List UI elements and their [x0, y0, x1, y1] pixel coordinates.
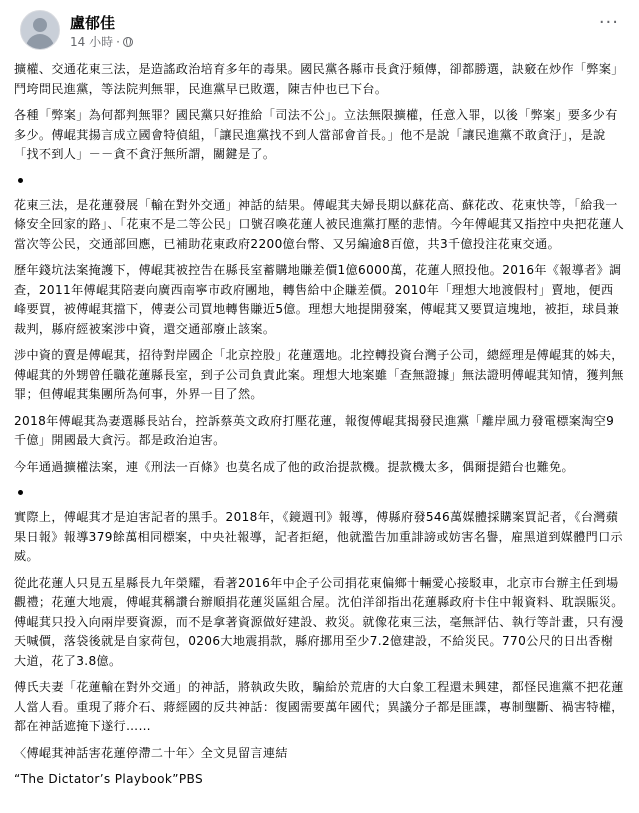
bullet-divider — [14, 484, 625, 504]
post-header — [14, 8, 625, 60]
globe-icon[interactable] — [123, 37, 133, 47]
avatar-head-shape — [33, 18, 47, 32]
paragraph: 傅氏夫妻「花蓮輸在對外交通」的神話，將執政失敗，騙給於荒唐的大白象工程還未興建，都怪民進黨不把花蓮人當人看。重現了蔣介石、蔣經國的反共神話：復國需要萬年國代；異議分子都是匪諜，專制壟斷、禍害特權，都在神話遮掩下遂行…… — [14, 680, 624, 733]
paragraph: 花東三法，是花蓮發展「輸在對外交通」神話的結果。傅崐萁夫婦長期以蘇花高、蘇花改、花東快等，「給我一條安全回家的路」、「花東不是二等公民」口號召喚花蓮人被民進黨打壓的悲情。今年傅崐萁又指控中央把花蓮人當次等公民，交通部回應，已補助花東政府2200億台幣、又另編逾8百億，共3千億投注花東交通。 — [14, 197, 625, 251]
bullet-dot — [18, 178, 23, 183]
paragraph: 涉中資的賣是傅崐萁，招待對岸國企「北京控股」花蓮選地。北控轉投資台灣子公司，總經理是傅崐萁的姊夫，傅崐萁的外甥曾任職花蓮縣長室，到子公司負責此案。理想大地案雖「查無證據」無法證明傅崐萁知情，獲判無罪；但傅崐萁集團所為何事，外界一目了然。 — [14, 348, 624, 401]
paragraph: 擴權、交通花東三法，是造謠政治培育多年的毒果。國民黨各縣市長貪汙頻傳，卻都勝選，訣竅在炒作「弊案」鬥垮問民進黨，等法院判無罪，民進黨早已敗選，陳吉仲也已下台。 — [14, 62, 624, 96]
author-name[interactable]: 盧郁佳 — [70, 14, 116, 32]
avatar[interactable] — [20, 10, 60, 50]
paragraph: 從此花蓮人只見五星縣長九年榮耀，看著2016年中企子公司捐花東偏鄉十輛愛心接駁車，北京市台辦主任到場觀禮；花蓮大地震，傅崐萁稱讚台辦順捐花蓮災區組合屋。沈伯洋卻指出花蓮縣政府卡住中報資料、耽誤賑災。傅崐萁只投入向兩岸要資源，而不是拿著資源做好建設、救災。就像花東三法，毫無評估、執行等計畫，只有漫天喊價，落袋後就是自家荷包，0206大地震捐款，縣府挪用至少7.2億建設，不給災民。770公尺的日出香榭大道，花了3.8億。 — [14, 575, 624, 668]
paragraph: 實際上，傅崐萁才是迫害記者的黑手。2018年，《鏡週刊》報導，傅縣府發546萬媒體採購案買記者，《台灣蘋果日報》報導379餘萬相同標案，中央社報導，記者拒絕，他就濫告加重誹謗或妨害名譽，雇黑道到媒體門口示威。 — [14, 510, 623, 563]
post-meta — [70, 33, 133, 50]
pbs-reference: “The Dictator’s Playbook”PBS — [14, 772, 203, 786]
paragraph: 各種「弊案」為何都判無罪？國民黨只好推給「司法不公」。立法無限擴權，任意入罪，以後「弊案」要多少有多少。傅崐萁揚言成立國會特偵組，「讓民進黨找不到人當部會首長。」他不是說「讓民進黨不敢貪汙」，是說「找不到人」－－貪不貪汙無所謂，關鍵是了。 — [14, 108, 618, 161]
meta-separator: · — [116, 34, 120, 49]
post-body — [14, 60, 625, 790]
paragraph: 今年通過擴權法案，連《刑法一百條》也莫名成了他的政治提款機。提款機太多，偶爾提錯台也難免。 — [14, 459, 574, 474]
post-time[interactable]: 14 小時 — [70, 35, 114, 49]
article-link-title: 〈傅崐萁神話害花蓮停滯二十年〉全文見留言連結 — [14, 745, 288, 760]
paragraph: 2018年傅崐萁為妻選縣長站台，控訴蔡英文政府打壓花蓮，報復傅崐萁揭發民進黨「離岸風力發電標案淘空9千億」開國最大貪污。都是政治迫害。 — [14, 413, 615, 447]
more-options-icon[interactable]: ··· — [598, 12, 619, 33]
bullet-dot — [18, 490, 23, 495]
paragraph: 歷年錢坑法案掩護下，傅崐萁被控告在縣長室蓄購地賺差價1億6000萬，花蓮人照投他。2016年《報導者》調查，2011年傅崐萁陪妻向廣西南寧市政府團地，轉售給中企賺差價。2010年「理想大地渡假村」賣地，便西峰要買，被傅崐萁擋下，傅妻公司買地轉售賺近5億。理想大地提開發案，傅崐萁又要買這塊地，被拒，球員兼裁判，縣府經被案涉中資，還交通部廢止該案。 — [14, 263, 622, 336]
avatar-body-shape — [26, 34, 54, 50]
bullet-divider — [14, 172, 625, 192]
